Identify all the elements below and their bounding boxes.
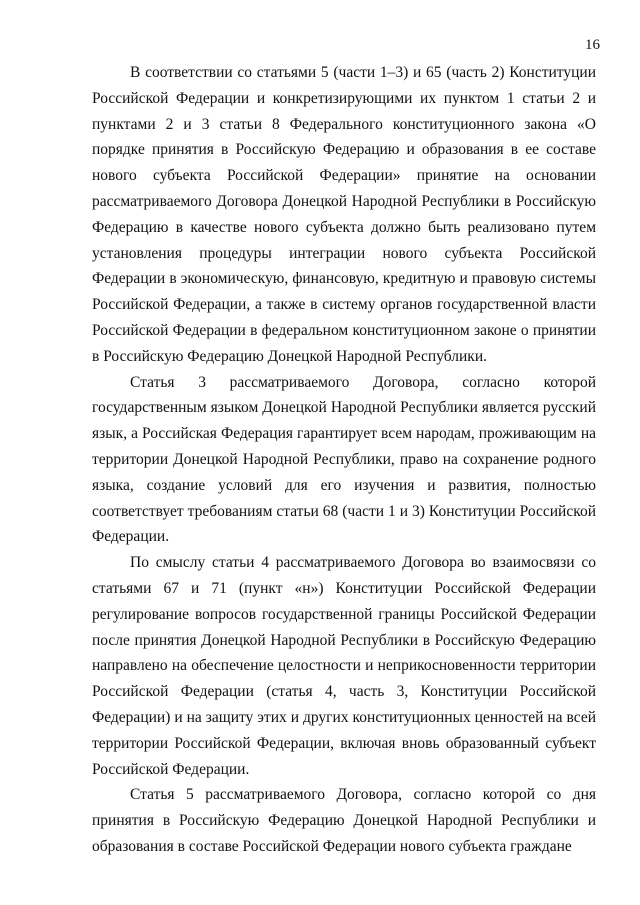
paragraph-1: В соответствии со статьями 5 (части 1–3) и 65 (часть 2) Конституции Российской Федерации и конкретизирующими их пунктом 1 статьи 2 и пунктами 2 и 3 статьи 8 Федерального конституционного закона «О порядке принятия в Российскую Федерацию и образования в ее составе нового субъекта Российской Федерации» принятие на основании рассматриваемого Договора Донецкой Народной Республики в Российскую Федерацию в качестве нового субъекта должно быть реализовано путем установления процедуры интеграции нового субъекта Российской Федерации в экономическую, финансовую, кредитную и правовую системы Российской Федерации, а также в систему органов государственной власти Российской Федерации в федеральном конституционном законе о принятии в Российскую Федерацию Донецкой Народной Республики.	[92, 64, 596, 365]
document-body	[92, 60, 596, 860]
page-number: 16	[585, 37, 600, 53]
paragraph-4: Статья 5 рассматриваемого Договора, согласно которой со дня принятия в Российскую Федерацию Донецкой Народной Республики и образования в составе Российской Федерации нового субъекта граждане	[92, 786, 596, 855]
paragraph-3: По смыслу статьи 4 рассматриваемого Договора во взаимосвязи со статьями 67 и 71 (пункт «н») Конституции Российской Федерации регулирование вопросов государственной границы Российской Федерации после принятия Донецкой Народной Республики в Российскую Федерацию направлено на обеспечение целостности и неприкосновенности территории Российской Федерации (статья 4, часть 3, Конституции Российской Федерации) и на защиту этих и других конституционных ценностей на всей территории Российской Федерации, включая вновь образованный субъект Российской Федерации.	[92, 554, 596, 778]
paragraph-2: Статья 3 рассматриваемого Договора, согласно которой государственным языком Донецкой Народной Республики является русский язык, а Российская Федерация гарантирует всем народам, проживающим на территории Донецкой Народной Республики, право на сохранение родного языка, создание условий для его изучения и развития, полностью соответствует требованиям статьи 68 (части 1 и 3) Конституции Российской Федерации.	[92, 373, 596, 546]
